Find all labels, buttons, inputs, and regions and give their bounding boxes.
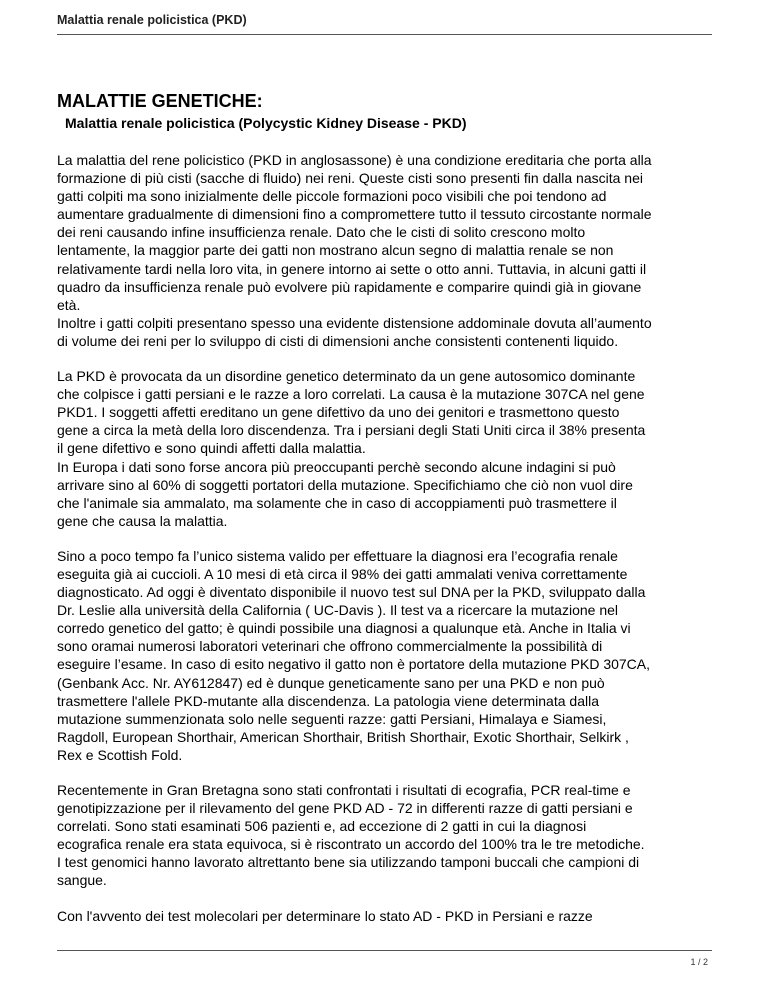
- paragraph-3: Sino a poco tempo fa l’unico sistema valido per effettuare la diagnosi era l’ecografia renale eseguita già ai cuccioli. A 10 mesi di età circa il 98% dei gatti ammalati veniva correttamente diagnosticato. Ad oggi è diventato disponibile il nuovo test sul DNA per la PKD, sviluppato dalla Dr. Leslie alla università della California ( UC-Davis ). Il test va a ricercare la mutazione nel corredo genetico del gatto; è quindi possibile una diagnosi a qualunque età. Anche in Italia vi sono oramai numerosi laboratori veterinari che offrono commercialmente la possibilità di eseguire l’esame. In caso di esito negativo il gatto non è portatore della mutazione PKD 307CA, (Genbank Acc. Nr. AY612847) ed è dunque geneticamente sano per una PKD e non può trasmettere l'allele PKD-mutante alla discendenza. La patologia viene determinata dalla mutazione summenzionata solo nelle seguenti razze: gatti Persiani, Himalaya e Siamesi, Ragdoll, European Shorthair, American Shorthair, British Shorthair, Exotic Shorthair, Selkirk , Rex e Scottish Fold.: [57, 547, 651, 763]
- header-divider: [57, 34, 712, 35]
- paragraph-2: La PKD è provocata da un disordine genetico determinato da un gene autosomico dominante che colpisce i gatti persiani e le razze a loro correlati. La causa è la mutazione 307CA nel gene PKD1. I soggetti affetti ereditano un gene difettivo da uno dei genitori e trasmettono questo gene a circa la metà della loro discendenza. Tra i persiani degli Stati Uniti circa il 38% presenta il gene difettivo e sono quindi affetti dalla malattia. In Europa i dati sono forse ancora più preoccupanti perchè secondo alcune indagini si può arrivare sino al 60% di soggetti portatori della mutazione. Specifichiamo che ciò non vuol dire che l'animale sia ammalato, ma solamente che in caso di accoppiamenti può trasmettere il gene che causa la malattia.: [57, 368, 646, 529]
- footer-divider: [57, 950, 712, 951]
- paragraph-5: Con l'avvento dei test molecolari per determinare lo stato AD - PKD in Persiani e razze: [57, 907, 593, 924]
- running-header-title: Malattia renale policistica (PKD): [57, 13, 247, 27]
- document-body: [57, 90, 712, 942]
- document-title: MALATTIE GENETICHE:: [57, 91, 263, 111]
- page-number: 1 / 2: [690, 957, 708, 967]
- paragraph-1: La malattia del rene policistico (PKD in anglosassone) è una condizione ereditaria che porta alla formazione di più cisti (sacche di fluido) nei reni. Queste cisti sono presenti fin dalla nascita nei gatti colpiti ma sono inizialmente delle piccole formazioni poco visibili che poi tendono ad aumentare gradualmente di dimensioni fino a compromettere tutto il tessuto circostante normale dei reni causando infine insufficienza renale. Dato che le cisti di solito crescono molto lentamente, la maggior parte dei gatti non mostrano alcun segno di malattia renale se non relativamente tardi nella loro vita, in genere intorno ai sette o otto anni. Tuttavia, in alcuni gatti il quadro da insufficienza renale può evolvere più rapidamente e comparire quindi già in giovane età. Inoltre i gatti colpiti presentano spesso una evidente distensione addominale dovuta all’aumento di volume dei reni per lo sviluppo di cisti di dimensioni anche consistenti contenenti liquido.: [57, 152, 652, 349]
- paragraph-list: [57, 151, 712, 925]
- paragraph-4: Recentemente in Gran Bretagna sono stati confrontati i risultati di ecografia, PCR real-time e genotipizzazione per il rilevamento del gene PKD AD - 72 in differenti razze di gatti persiani e correlati. Sono stati esaminati 506 pazienti e, ad eccezione di 2 gatti in cui la diagnosi ecografica renale era stata equivoca, si è riscontrato un accordo del 100% tra le tre metodiche. I test genomici hanno lavorato altrettanto bene sia utilizzando tamponi buccali che campioni di sangue.: [57, 782, 645, 889]
- document-subtitle: Malattia renale policistica (Polycystic Kidney Disease - PKD): [65, 115, 467, 131]
